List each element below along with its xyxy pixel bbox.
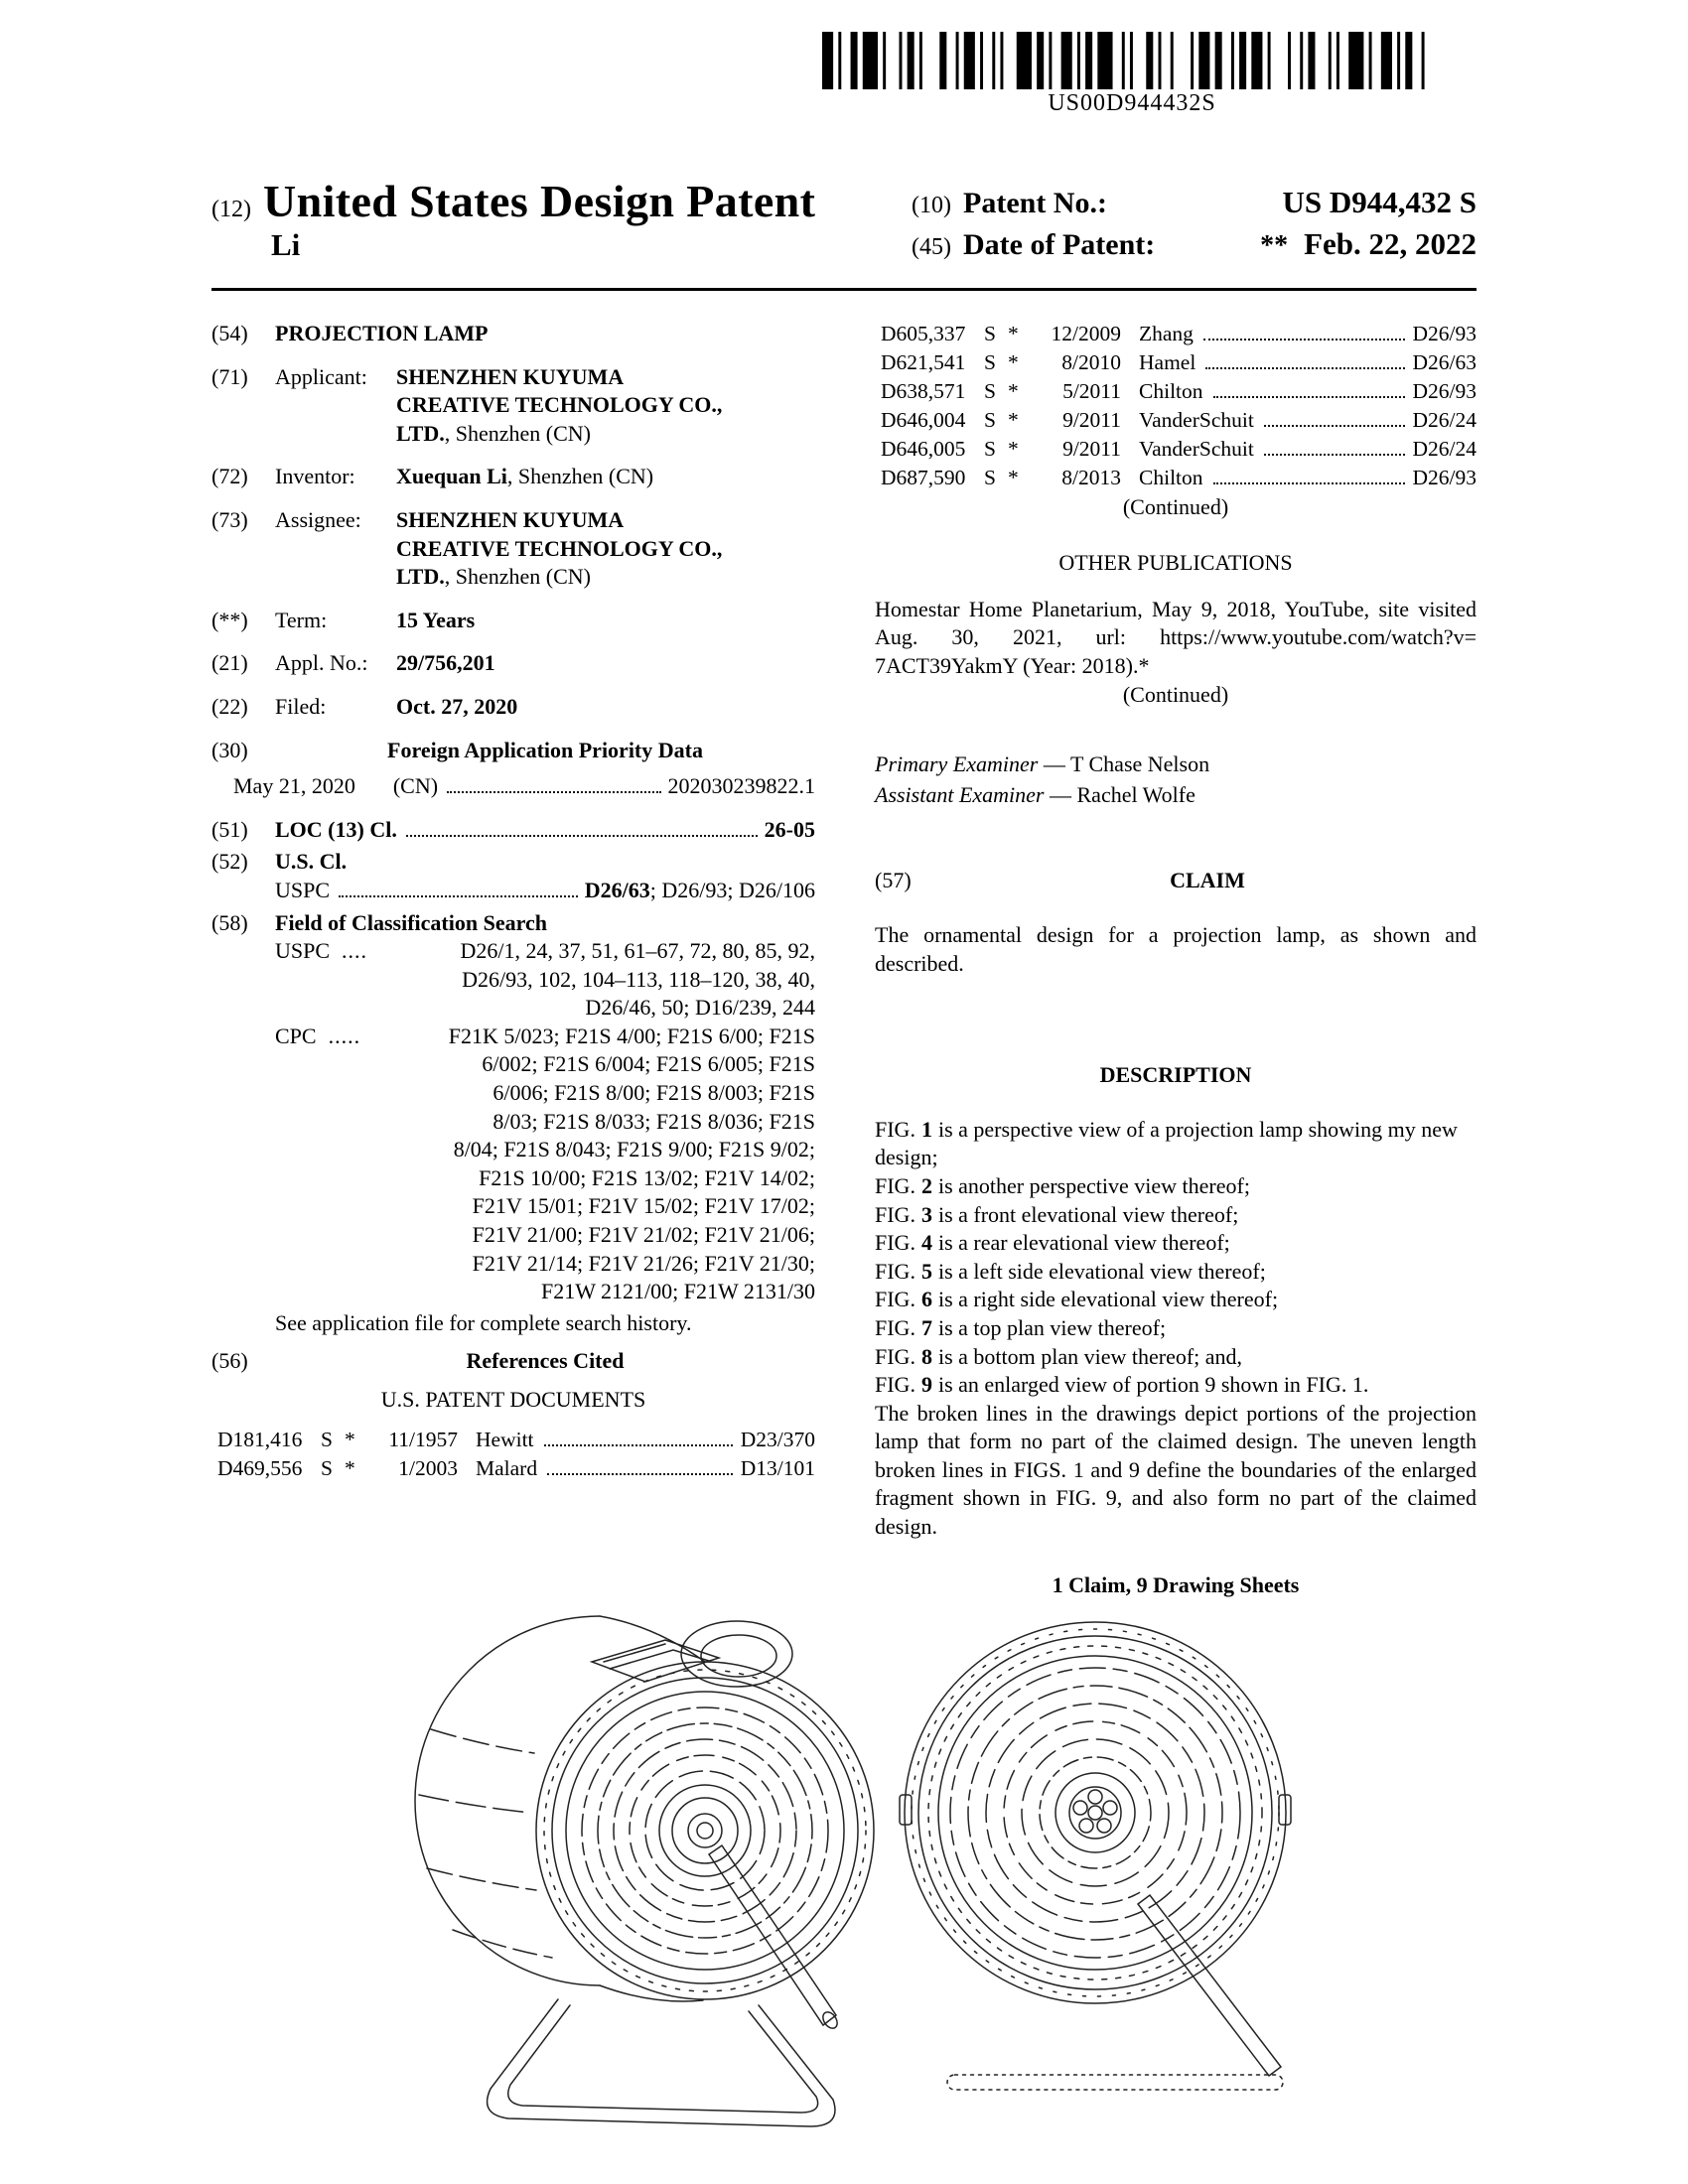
barcode-block [822, 32, 1442, 117]
description-heading: DESCRIPTION [1099, 1062, 1252, 1088]
field-filed [211, 693, 815, 722]
other-publications-heading: OTHER PUBLICATIONS [1058, 550, 1293, 576]
field-inventor [211, 463, 815, 491]
term-stars: ** [1260, 230, 1289, 261]
field-num: (51) [211, 816, 248, 842]
applicant-label: Applicant: [275, 363, 367, 389]
field-num: (56) [211, 1348, 248, 1374]
assignee-label: Assignee: [275, 506, 361, 532]
claim-body: The ornamental design for a projection lamp, as shown and described. [875, 921, 1477, 976]
header-left [211, 175, 912, 268]
references-heading: References Cited [466, 1348, 625, 1374]
claims-sheets-line: 1 Claim, 9 Drawing Sheets [1052, 1571, 1300, 1597]
figure-description: FIG. 9 is an enlarged view of portion 9 shown in FIG. 1. [875, 1372, 1369, 1398]
figure-front-view [892, 1582, 1329, 2148]
date-of-patent-value: Feb. 22, 2022 [1304, 226, 1477, 261]
uspc-value: D26/63; D26/93; D26/106 [584, 877, 815, 902]
cpc-line: 8/04; F21S 8/043; F21S 9/00; F21S 9/02; [453, 1137, 815, 1162]
field-us-class [211, 848, 815, 904]
drawing-area [0, 1549, 1688, 2184]
primary-examiner-line: Primary Examiner — T Chase Nelson [875, 751, 1210, 777]
cpc-line: 8/03; F21S 8/033; F21S 8/036; F21S [492, 1108, 815, 1134]
us-patent-documents-heading: U.S. PATENT DOCUMENTS [380, 1387, 646, 1412]
patent-ref-row: D469,556 S * 1/2003 Malard D13/101 [217, 1455, 815, 1480]
cpc-line: 6/006; F21S 8/00; F21S 8/003; F21S [492, 1080, 815, 1106]
figure-description: FIG. 8 is a bottom plan view thereof; and, [875, 1343, 1243, 1369]
refs-continued: (Continued) [1122, 493, 1229, 519]
field-num-45: (45) [912, 234, 951, 260]
patent-ref-row: D605,337 S * 12/2009 Zhang D26/93 [881, 322, 1477, 345]
search-label: Field of Classification Search [275, 909, 547, 935]
cpc-line: F21W 2121/00; F21W 2131/30 [540, 1279, 815, 1304]
claim-heading-row [875, 867, 1477, 895]
field-assignee [211, 506, 815, 592]
uspc-label: USPC [275, 877, 331, 902]
figure-description: FIG. 3 is a front elevational view thereof; [875, 1201, 1239, 1227]
other-publications-body: Homestar Home Planetarium, May 9, 2018, YouTube, site visited Aug. 30, 2021, url: https://www.youtube.com/watch?v= 7ACT39YakmY (Year: 2018).* [875, 596, 1477, 678]
field-num: (21) [211, 650, 248, 676]
filed-label: Filed: [275, 693, 327, 719]
date-of-patent-label: Date of Patent: [963, 228, 1156, 261]
field-num: (58) [211, 909, 248, 935]
patent-ref-row: D687,590 S * 8/2013 Chilton D26/93 [881, 465, 1477, 489]
priority-country: (CN) [392, 773, 439, 799]
figure-description: FIG. 5 is a left side elevational view thereof; [875, 1258, 1266, 1284]
patent-ref-row: D181,416 S * 11/1957 Hewitt D23/370 [217, 1427, 815, 1451]
uspc-line: D26/46, 50; D16/239, 244 [585, 995, 815, 1021]
field-num: (30) [211, 737, 248, 762]
dot-leader [1213, 396, 1405, 398]
dot-leader [1203, 339, 1405, 341]
inventor-value: Xuequan Li, Shenzhen (CN) [396, 464, 654, 489]
dot-leader [447, 791, 660, 793]
applicant-value: SHENZHEN KUYUMA CREATIVE TECHNOLOGY CO., LTD., Shenzhen (CN) [396, 363, 723, 446]
dot-leader [1213, 482, 1405, 484]
field-num-12: (12) [211, 197, 251, 222]
appl-no-label: Appl. No.: [275, 650, 368, 676]
patent-ref-row: D646,005 S * 9/2011 VanderSchuit D26/24 [881, 436, 1477, 461]
assistant-examiner-line: Assistant Examiner — Rachel Wolfe [875, 781, 1196, 807]
field-num-10: (10) [912, 193, 951, 218]
cpc-line: F21V 21/00; F21V 21/02; F21V 21/06; [472, 1222, 815, 1248]
other-pubs-continued: (Continued) [1122, 681, 1229, 707]
dot-leader [544, 1444, 733, 1446]
field-search [211, 909, 815, 1338]
field-num: (73) [211, 506, 248, 532]
dot-leader [339, 895, 578, 897]
body-columns [211, 320, 1477, 1599]
dot-leader [406, 835, 758, 837]
cpc-line: 6/002; F21S 6/004; F21S 6/005; F21S [482, 1051, 815, 1077]
header-right [912, 175, 1477, 268]
priority-heading: Foreign Application Priority Data [387, 737, 703, 762]
inventor-surname: Li [271, 227, 301, 262]
uspc-search-block: USPC .... D26/1, 24, 37, 51, 61–67, 72, 80, 85, 92, D26/93, 102, 104–113, 118–120, 38, 40, D26/46, 50; D16/239, 244 [275, 937, 815, 1023]
field-num: (57) [875, 868, 912, 893]
dot-leader [1264, 425, 1405, 427]
loc-value: 26-05 [764, 816, 815, 842]
field-num: (71) [211, 363, 248, 389]
field-applicant [211, 363, 815, 449]
figure-description: FIG. 7 is a top plan view thereof; [875, 1314, 1167, 1340]
patent-no-value: US D944,432 S [1282, 185, 1477, 219]
patent-ref-row: D638,571 S * 5/2011 Chilton D26/93 [881, 378, 1477, 403]
figure-description: FIG. 2 is another perspective view thereof; [875, 1172, 1250, 1198]
figure-description: FIG. 6 is a right side elevational view thereof; [875, 1287, 1279, 1312]
field-num: (54) [211, 321, 248, 345]
document-kind-title: United States Design Patent [262, 176, 816, 226]
term-value: 15 Years [396, 607, 476, 632]
cpc-line: F21V 15/01; F21V 15/02; F21V 17/02; [472, 1193, 815, 1219]
barcode [822, 32, 1442, 89]
field-references [211, 1347, 815, 1376]
patent-no-label: Patent No.: [963, 187, 1107, 219]
header [211, 175, 1477, 268]
patent-ref-row: D646,004 S * 9/2011 VanderSchuit D26/24 [881, 407, 1477, 432]
broken-lines-note: The broken lines in the drawings depict portions of the projection lamp that form no part of the claimed design. The uneven length broken lines in FIGS. 1 and 9 define the boundaries of the enlarged fragment shown in FIG. 9, and also form no part of the claimed design. [875, 1400, 1477, 1540]
term-label: Term: [275, 607, 328, 632]
loc-label: LOC (13) Cl. [275, 816, 397, 842]
field-loc-class [211, 816, 815, 845]
header-rule [211, 288, 1477, 291]
priority-number: 202030239822.1 [667, 773, 815, 799]
priority-date: May 21, 2020 [233, 773, 355, 799]
assignee-value: SHENZHEN KUYUMA CREATIVE TECHNOLOGY CO., LTD., Shenzhen (CN) [396, 506, 723, 590]
filed-value: Oct. 27, 2020 [396, 693, 518, 719]
cpc-line: F21S 10/00; F21S 13/02; F21V 14/02; [479, 1164, 815, 1190]
figure-description: FIG. 1 is a perspective view of a projection lamp showing my new design; [875, 1116, 1458, 1170]
cpc-search-block: CPC ..... F21K 5/023; F21S 4/00; F21S 6/00; F21S 6/002; F21S 6/004; F21S 6/005; F21S 6/006; F21S 8/00; F21S 8/003; F21S 8/03; F21S 8/033; F21S 8/036; F21S 8/04; F21S 8/043; F21S 9/00; F21S 9/02; F21S 10/00; F21S 13/02; F21V 14/02; F21V 15/01; F21V 15/02; F21V 17/02; F21V 21/00; F21V 21/02; F21V 21/06; F21V 21/14; F21V 21/26; F21V 21/30; F21W 2121/00; F21W 2131/30 [275, 1023, 815, 1306]
search-note: See application file for complete search history. [275, 1309, 692, 1335]
patent-ref-row: D621,541 S * 8/2010 Hamel D26/63 [881, 349, 1477, 374]
invention-title: PROJECTION LAMP [275, 321, 489, 345]
barcode-text: US00D944432S [1048, 90, 1216, 116]
field-num: (22) [211, 693, 248, 719]
uspc-line: D26/1, 24, 37, 51, 61–67, 72, 80, 85, 92, [460, 938, 815, 964]
field-term [211, 607, 815, 635]
dot-leader [1205, 367, 1404, 369]
dot-leader [1264, 454, 1405, 456]
field-num: (52) [211, 849, 248, 875]
priority-row [233, 772, 815, 801]
right-column [875, 320, 1477, 1599]
field-title [211, 320, 815, 348]
uspc-line: D26/93, 102, 104–113, 118–120, 38, 40, [462, 966, 815, 992]
cpc-line: F21K 5/023; F21S 4/00; F21S 6/00; F21S [448, 1023, 815, 1048]
field-num: (72) [211, 464, 248, 489]
inventor-label: Inventor: [275, 464, 355, 489]
dot-leader [547, 1473, 733, 1475]
left-column [211, 320, 815, 1599]
claim-heading: CLAIM [1170, 868, 1245, 893]
figure-perspective-view [405, 1570, 882, 2146]
field-appl-no [211, 649, 815, 678]
field-priority [211, 737, 815, 765]
field-num: (**) [211, 607, 248, 632]
cpc-line: F21V 21/14; F21V 21/26; F21V 21/30; [472, 1250, 815, 1276]
appl-no-value: 29/756,201 [396, 650, 495, 676]
figure-description: FIG. 4 is a rear elevational view thereof; [875, 1230, 1230, 1256]
us-cl-label: U.S. Cl. [275, 849, 348, 875]
